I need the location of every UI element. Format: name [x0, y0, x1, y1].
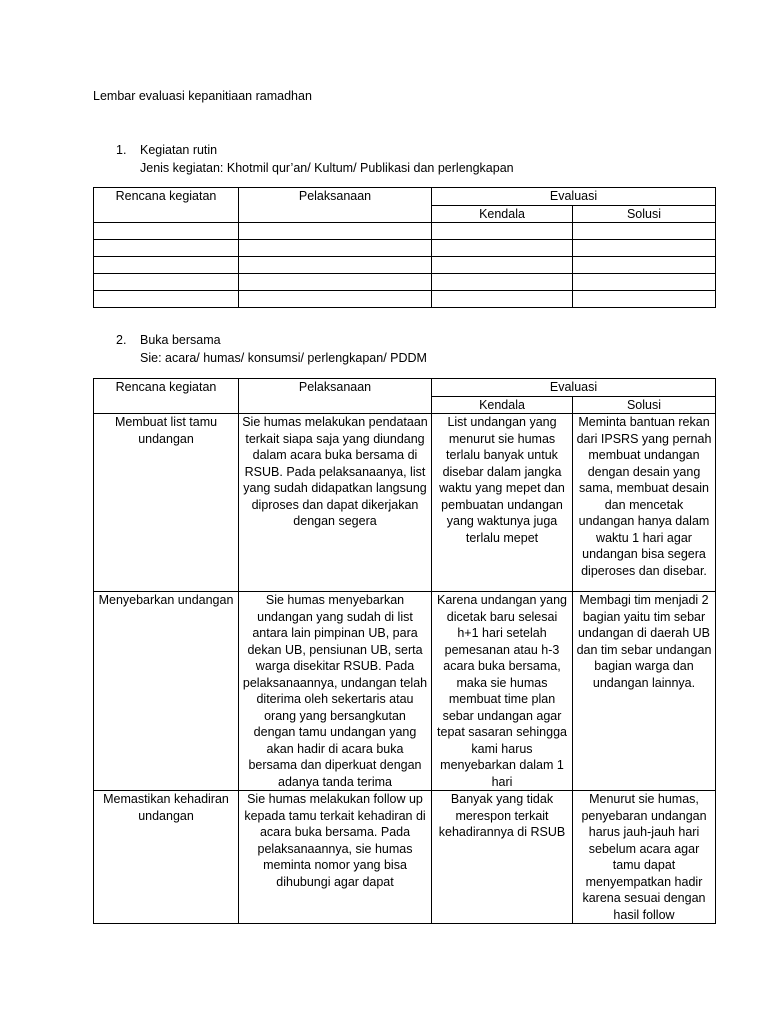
section-2-number: 2. — [116, 333, 127, 347]
table-cell — [94, 257, 239, 274]
table-cell — [573, 223, 716, 240]
table-cell — [94, 291, 239, 308]
header-solusi: Solusi — [573, 396, 716, 414]
table-cell — [432, 223, 573, 240]
cell-solusi: Meminta bantuan rekan dari IPSRS yang pernah membuat undangan dengan desain yang sama, membuat desain dan mencetak undangan hanya dalam waktu 1 hari agar undangan bisa segera diperoses dan disebar. — [573, 414, 716, 592]
table-row — [94, 257, 716, 274]
page-title: Lembar evaluasi kepanitiaan ramadhan — [93, 89, 312, 103]
table-cell — [573, 274, 716, 291]
header-evaluasi: Evaluasi — [432, 188, 716, 206]
header-rencana: Rencana kegiatan — [94, 379, 239, 414]
table-cell — [239, 274, 432, 291]
header-solusi: Solusi — [573, 205, 716, 223]
table-cell — [239, 223, 432, 240]
cell-kendala: Banyak yang tidak merespon terkait kehadirannya di RSUB — [432, 791, 573, 924]
table-cell — [432, 291, 573, 308]
table-cell — [573, 257, 716, 274]
cell-kendala: Karena undangan yang dicetak baru selesai h+1 hari setelah pemesanan atau h-3 acara buka bersama, maka sie humas membuat time plan sebar undangan agar tepat sasaran sehingga kami harus menyebarkan dalam 1 hari — [432, 592, 573, 791]
header-pelaksanaan: Pelaksanaan — [239, 379, 432, 414]
table-kegiatan-rutin — [93, 187, 716, 308]
section-1-heading — [116, 143, 217, 157]
table-cell — [94, 274, 239, 291]
table-cell — [573, 240, 716, 257]
cell-pelaksanaan: Sie humas melakukan pendataan terkait siapa saja yang diundang dalam acara buka bersama di RSUB. Pada pelaksanaanya, list yang sudah didapatkan langsung diproses dan dapat dikerjakan dengan segera — [239, 414, 432, 592]
table-cell — [94, 240, 239, 257]
table-row — [94, 274, 716, 291]
table-row — [94, 291, 716, 308]
header-evaluasi: Evaluasi — [432, 379, 716, 397]
table-cell — [239, 240, 432, 257]
header-pelaksanaan: Pelaksanaan — [239, 188, 432, 223]
cell-rencana: Membuat list tamu undangan — [94, 414, 239, 592]
table-row — [94, 414, 716, 592]
table-cell — [94, 223, 239, 240]
header-kendala: Kendala — [432, 396, 573, 414]
table-row — [94, 592, 716, 791]
section-2-title: Buka bersama — [140, 333, 221, 347]
cell-rencana: Memastikan kehadiran undangan — [94, 791, 239, 924]
cell-solusi: Membagi tim menjadi 2 bagian yaitu tim sebar undangan di daerah UB dan tim sebar undangan bagian warga dan undangan lainnya. — [573, 592, 716, 791]
cell-pelaksanaan: Sie humas menyebarkan undangan yang sudah di list antara lain pimpinan UB, para dekan UB, pensiunan UB, serta warga disekitar RSUB. Pada pelaksanaannya, undangan telah diterima oleh sekertaris atau orang yang bersangkutan dengan tamu undangan yang akan hadir di acara buka bersama dan diperkuat dengan adanya tanda terima — [239, 592, 432, 791]
cell-solusi: Menurut sie humas, penyebaran undangan harus jauh-jauh hari sebelum acara agar tamu dapat menyempatkan hadir karena sesuai dengan hasil follow — [573, 791, 716, 924]
table-cell — [432, 240, 573, 257]
table-row — [94, 240, 716, 257]
header-kendala: Kendala — [432, 205, 573, 223]
table-cell — [432, 257, 573, 274]
table-row — [94, 223, 716, 240]
table-cell — [239, 291, 432, 308]
section-1-subheading: Jenis kegiatan: Khotmil qur’an/ Kultum/ Publikasi dan perlengkapan — [140, 161, 514, 175]
table-cell — [573, 291, 716, 308]
section-1-number: 1. — [116, 143, 127, 157]
header-rencana: Rencana kegiatan — [94, 188, 239, 223]
section-2-heading — [116, 333, 221, 347]
section-1-title: Kegiatan rutin — [140, 143, 218, 157]
table-row — [94, 791, 716, 924]
section-2-subheading: Sie: acara/ humas/ konsumsi/ perlengkapan/ PDDM — [140, 351, 427, 365]
cell-pelaksanaan: Sie humas melakukan follow up kepada tamu terkait kehadiran di acara buka bersama. Pada pelaksanaannya, sie humas meminta nomor yang bisa dihubungi agar dapat — [239, 791, 432, 924]
cell-kendala: List undangan yang menurut sie humas terlalu banyak untuk disebar dalam jangka waktu yang mepet dan pembuatan undangan yang waktunya juga terlalu mepet — [432, 414, 573, 592]
table-cell — [239, 257, 432, 274]
table-buka-bersama — [93, 378, 716, 924]
table-cell — [432, 274, 573, 291]
cell-rencana: Menyebarkan undangan — [94, 592, 239, 791]
